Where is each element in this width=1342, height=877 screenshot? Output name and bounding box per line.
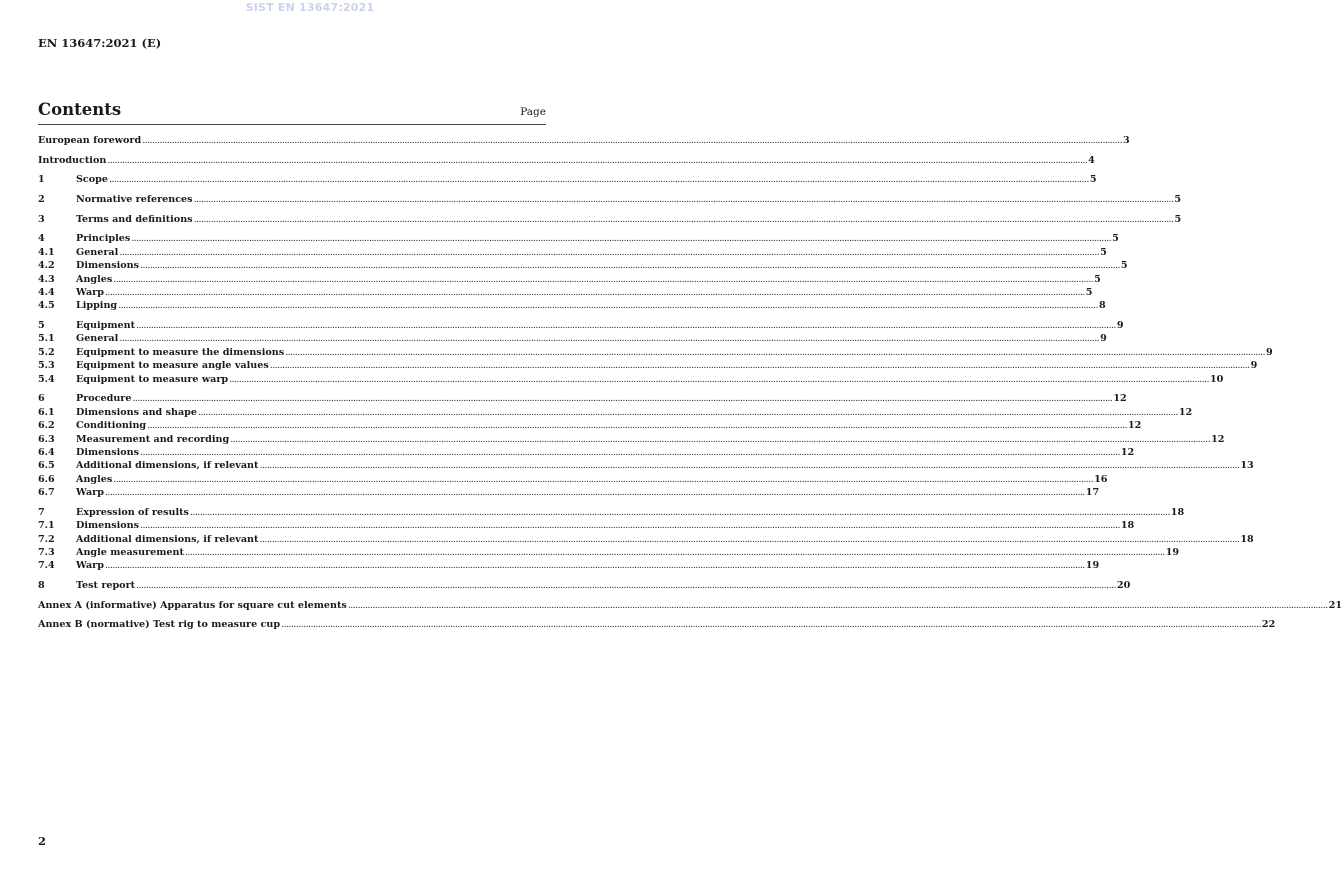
toc-entry-number: 7 <box>38 506 45 518</box>
toc-entry-page: 9 <box>1100 333 1107 345</box>
toc-dot-leader: ................................................................................................................................................................................................................................................................................................................................................................................................................ <box>230 433 1211 445</box>
toc-entry-number: 4.2 <box>38 260 55 272</box>
toc-entry[interactable] <box>38 599 1342 612</box>
toc-entry[interactable] <box>38 473 1108 486</box>
toc-entry-page: 20 <box>1116 580 1131 591</box>
toc-entry[interactable] <box>38 506 1185 519</box>
toc-entry-title: Additional dimensions, if relevant <box>76 533 259 545</box>
toc-entry[interactable] <box>38 232 1119 245</box>
toc-entry[interactable] <box>38 299 1106 312</box>
toc-entry-number: 6.7 <box>38 487 55 499</box>
toc-entry-page: 21 <box>1328 599 1342 611</box>
toc-entry-page: 12 <box>1211 433 1225 445</box>
toc-entry-number: 7.1 <box>38 520 55 532</box>
toc-entry-title: Warp <box>76 487 104 499</box>
toc-entry-title: Test report <box>76 580 136 591</box>
toc-dot-leader: ................................................................................................................................................................................................................................................................................................................................................................................................................ <box>259 533 1240 545</box>
toc-entry-title: General <box>76 246 119 258</box>
toc-entry-page: 13 <box>1240 460 1254 472</box>
toc-entry[interactable] <box>38 519 1135 532</box>
toc-dot-leader: ................................................................................................................................................................................................................................................................................................................................................................................................................ <box>131 233 1112 245</box>
toc-entry-page: 12 <box>1120 446 1135 458</box>
toc-entry-page: 22 <box>1261 619 1276 631</box>
header-divider <box>38 124 546 125</box>
toc-dot-leader: ................................................................................................................................................................................................................................................................................................................................................................................................................ <box>193 194 1174 206</box>
toc-entry-title: Principles <box>76 233 131 245</box>
contents-header <box>38 100 546 119</box>
toc-entry-number: 5.3 <box>38 360 55 372</box>
toc-entry[interactable] <box>38 559 1100 572</box>
toc-entry-title: Warp <box>76 287 104 298</box>
toc-entry-title: Measurement and recording <box>76 433 230 445</box>
toc-entry-page: 19 <box>1165 546 1180 558</box>
toc-entry[interactable] <box>38 579 1131 592</box>
toc-entry[interactable] <box>38 213 1182 226</box>
toc-entry-page: 12 <box>1178 406 1193 418</box>
toc-entry-page: 8 <box>1098 300 1106 312</box>
toc-entry-page: 4 <box>1088 154 1095 166</box>
toc-entry[interactable] <box>38 392 1127 405</box>
toc-entry-number: 8 <box>38 580 45 591</box>
toc-entry-title: Annex B (normative) Test rig to measure cup <box>38 619 281 631</box>
toc-entry-page: 5 <box>1085 287 1093 298</box>
toc-entry-title: Equipment <box>76 320 136 332</box>
toc-entry-number: 5.1 <box>38 333 55 345</box>
toc-entry[interactable] <box>38 419 1142 432</box>
toc-entry-page: 3 <box>1123 135 1130 146</box>
toc-entry-title: Angles <box>76 273 113 285</box>
toc-entry-number: 4.5 <box>38 300 55 312</box>
toc-entry-number: 3 <box>38 213 45 225</box>
toc-entry[interactable] <box>38 459 1254 472</box>
toc-entry-page: 17 <box>1085 487 1100 499</box>
page-column-label: Page <box>520 106 546 118</box>
toc-dot-leader: ................................................................................................................................................................................................................................................................................................................................................................................................................ <box>132 393 1113 405</box>
toc-entry[interactable] <box>38 446 1135 459</box>
toc-dot-leader: ................................................................................................................................................................................................................................................................................................................................................................................................................ <box>107 154 1088 166</box>
toc-entry-number: 5.2 <box>38 346 55 358</box>
toc-entry[interactable] <box>38 373 1224 386</box>
toc-entry-title: Dimensions <box>76 446 140 458</box>
toc-entry-title: Equipment to measure angle values <box>76 360 269 372</box>
toc-entry-number: 7.4 <box>38 560 55 572</box>
toc-entry-title: Conditioning <box>76 420 147 432</box>
toc-entry-number: 6.5 <box>38 460 55 472</box>
toc-entry[interactable] <box>38 533 1254 546</box>
toc-entry-page: 5 <box>1174 213 1182 225</box>
toc-dot-leader: ................................................................................................................................................................................................................................................................................................................................................................................................................ <box>113 273 1094 285</box>
toc-entry-title: Annex A (informative) Apparatus for square cut elements <box>38 599 347 611</box>
toc-entry-number: 6.2 <box>38 420 55 432</box>
toc-entry[interactable] <box>38 173 1097 186</box>
toc-entry[interactable] <box>38 246 1107 259</box>
toc-entry[interactable] <box>38 286 1093 299</box>
page-number: 2 <box>38 834 47 848</box>
toc-dot-leader: ................................................................................................................................................................................................................................................................................................................................................................................................................ <box>281 619 1261 631</box>
toc-entry[interactable] <box>38 134 1130 147</box>
toc-dot-leader: ................................................................................................................................................................................................................................................................................................................................................................................................................ <box>259 460 1240 472</box>
toc-entry-title: Terms and definitions <box>76 213 193 225</box>
toc-entry-title: Normative references <box>76 194 193 206</box>
toc-entry-page: 5 <box>1089 174 1097 186</box>
toc-entry[interactable] <box>38 433 1225 446</box>
toc-dot-leader: ................................................................................................................................................................................................................................................................................................................................................................................................................ <box>119 333 1100 345</box>
toc-dot-leader: ................................................................................................................................................................................................................................................................................................................................................................................................................ <box>118 300 1098 312</box>
toc-dot-leader: ................................................................................................................................................................................................................................................................................................................................................................................................................ <box>147 420 1127 432</box>
toc-entry-page: 18 <box>1120 520 1135 532</box>
toc-entry-page: 12 <box>1127 420 1142 432</box>
toc-entry[interactable] <box>38 193 1182 206</box>
toc-entry-page: 9 <box>1116 320 1124 332</box>
toc-dot-leader: ................................................................................................................................................................................................................................................................................................................................................................................................................ <box>189 506 1170 518</box>
toc-entry-title: Expression of results <box>76 506 189 518</box>
toc-entry-page: 9 <box>1250 360 1258 372</box>
toc-entry-page: 19 <box>1085 560 1100 572</box>
toc-entry-title: Lipping <box>76 300 118 312</box>
toc-entry[interactable] <box>38 359 1258 372</box>
toc-entry-title: Dimensions <box>76 520 140 532</box>
toc-entry-title: Angles <box>76 473 113 485</box>
toc-entry-title: Angle measurement <box>76 546 184 558</box>
toc-entry-number: 5 <box>38 320 45 332</box>
toc-entry-number: 4.1 <box>38 246 55 258</box>
toc-dot-leader: ................................................................................................................................................................................................................................................................................................................................................................................................................ <box>140 520 1120 532</box>
toc-entry-page: 5 <box>1094 273 1101 285</box>
toc-dot-leader: ................................................................................................................................................................................................................................................................................................................................................................................................................ <box>104 287 1085 298</box>
toc-entry-page: 16 <box>1094 473 1108 485</box>
toc-entry-title: Equipment to measure the dimensions <box>76 346 285 358</box>
table-of-contents <box>38 134 1342 632</box>
toc-entry-page: 5 <box>1112 233 1119 245</box>
toc-dot-leader: ................................................................................................................................................................................................................................................................................................................................................................................................................ <box>347 599 1328 611</box>
toc-dot-leader: ................................................................................................................................................................................................................................................................................................................................................................................................................ <box>198 406 1178 418</box>
toc-entry-title: Dimensions <box>76 260 140 272</box>
toc-dot-leader: ................................................................................................................................................................................................................................................................................................................................................................................................................ <box>104 560 1085 572</box>
toc-dot-leader: ................................................................................................................................................................................................................................................................................................................................................................................................................ <box>269 360 1250 372</box>
toc-entry-number: 4 <box>38 233 45 245</box>
toc-dot-leader: ................................................................................................................................................................................................................................................................................................................................................................................................................ <box>136 580 1116 591</box>
toc-dot-leader: ................................................................................................................................................................................................................................................................................................................................................................................................................ <box>136 320 1116 332</box>
watermark: SIST EN 13647:2021 <box>245 1 375 14</box>
toc-entry-number: 6 <box>38 393 45 405</box>
toc-entry-title: General <box>76 333 119 345</box>
toc-entry-page: 5 <box>1120 260 1128 272</box>
toc-entry[interactable] <box>38 486 1100 499</box>
document-identifier: EN 13647:2021 (E) <box>38 36 162 50</box>
toc-entry-title: Additional dimensions, if relevant <box>76 460 259 472</box>
toc-entry[interactable] <box>38 346 1273 359</box>
toc-entry-number: 1 <box>38 174 45 186</box>
toc-entry[interactable] <box>38 332 1107 345</box>
toc-entry-page: 18 <box>1170 506 1185 518</box>
toc-entry-title: Dimensions and shape <box>76 406 197 418</box>
toc-dot-leader: ................................................................................................................................................................................................................................................................................................................................................................................................................ <box>119 246 1100 258</box>
toc-entry-number: 6.4 <box>38 446 55 458</box>
toc-entry-number: 6.3 <box>38 433 55 445</box>
toc-entry-title: Scope <box>76 174 108 186</box>
toc-entry-page: 9 <box>1265 346 1273 358</box>
toc-entry-title: Procedure <box>76 393 132 405</box>
toc-entry[interactable] <box>38 618 1276 631</box>
toc-dot-leader: ................................................................................................................................................................................................................................................................................................................................................................................................................ <box>285 346 1265 358</box>
toc-entry[interactable] <box>38 154 1095 167</box>
contents-title: Contents <box>38 100 122 119</box>
toc-entry-number: 7.2 <box>38 533 55 545</box>
toc-entry-number: 2 <box>38 194 45 206</box>
toc-entry-title: Introduction <box>38 154 107 166</box>
toc-entry-page: 12 <box>1113 393 1127 405</box>
toc-dot-leader: ................................................................................................................................................................................................................................................................................................................................................................................................................ <box>140 446 1120 458</box>
toc-dot-leader: ................................................................................................................................................................................................................................................................................................................................................................................................................ <box>142 135 1123 146</box>
toc-dot-leader: ................................................................................................................................................................................................................................................................................................................................................................................................................ <box>108 174 1089 186</box>
toc-dot-leader: ................................................................................................................................................................................................................................................................................................................................................................................................................ <box>104 487 1085 499</box>
toc-entry-title: Equipment to measure warp <box>76 373 229 385</box>
toc-entry-number: 4.4 <box>38 287 55 298</box>
toc-entry-page: 18 <box>1240 533 1254 545</box>
toc-entry-number: 5.4 <box>38 373 55 385</box>
toc-entry-number: 6.1 <box>38 406 55 418</box>
toc-entry[interactable] <box>38 319 1124 332</box>
toc-entry-number: 6.6 <box>38 473 55 485</box>
toc-entry-title: European foreword <box>38 135 142 146</box>
toc-dot-leader: ................................................................................................................................................................................................................................................................................................................................................................................................................ <box>193 213 1174 225</box>
toc-dot-leader: ................................................................................................................................................................................................................................................................................................................................................................................................................ <box>229 373 1209 385</box>
toc-entry[interactable] <box>38 546 1180 559</box>
toc-dot-leader: ................................................................................................................................................................................................................................................................................................................................................................................................................ <box>113 473 1094 485</box>
toc-entry-page: 5 <box>1100 246 1107 258</box>
toc-entry[interactable] <box>38 259 1128 272</box>
toc-entry-number: 4.3 <box>38 273 55 285</box>
toc-entry[interactable] <box>38 406 1193 419</box>
toc-entry-number: 7.3 <box>38 546 55 558</box>
toc-entry-title: Warp <box>76 560 104 572</box>
toc-entry-page: 10 <box>1209 373 1224 385</box>
toc-dot-leader: ................................................................................................................................................................................................................................................................................................................................................................................................................ <box>140 260 1120 272</box>
toc-dot-leader: ................................................................................................................................................................................................................................................................................................................................................................................................................ <box>184 546 1165 558</box>
toc-entry-page: 5 <box>1174 194 1182 206</box>
toc-entry[interactable] <box>38 273 1101 286</box>
